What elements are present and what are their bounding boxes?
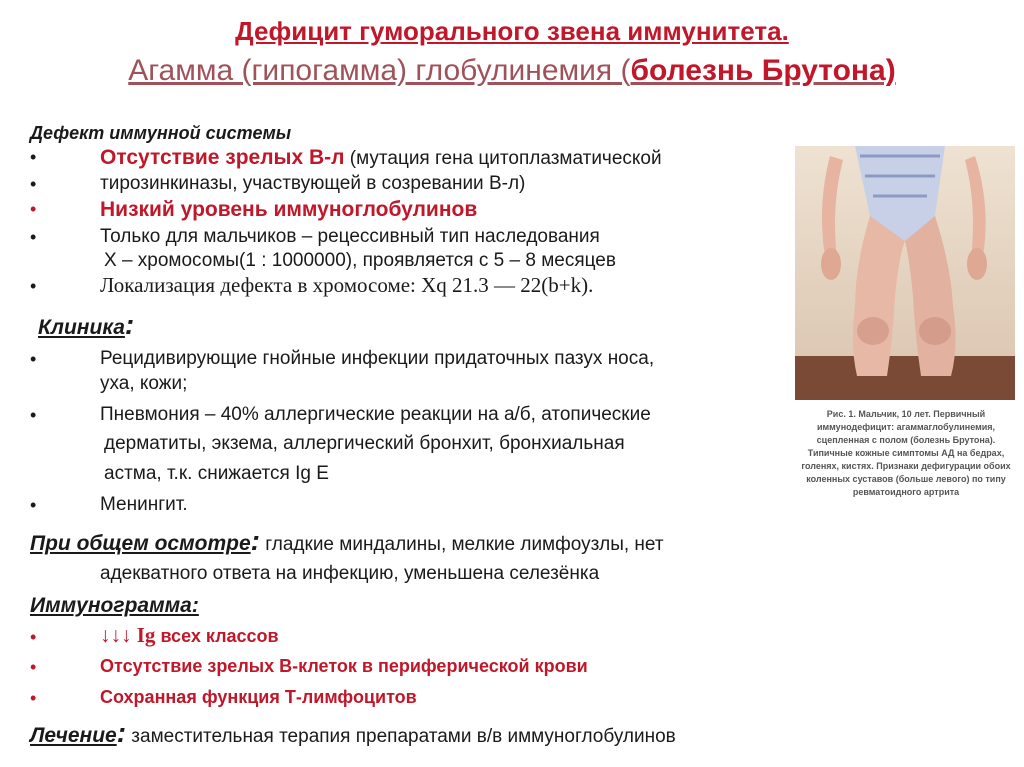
bullet: • bbox=[30, 688, 37, 708]
bullet: • bbox=[30, 657, 37, 677]
clinic-line: Менингит. bbox=[100, 494, 188, 515]
clinic-line: Рецидивирующие гнойные инфекции придаточных пазух носа, bbox=[100, 348, 655, 369]
page-subtitle bbox=[0, 54, 1024, 88]
defect-item: тирозинкиназы, участвующей в созревании В-л) bbox=[100, 173, 526, 194]
photo-caption: Рис. 1. Мальчик, 10 лет. Первичный иммунодефицит: агаммаглобулинемия, сцепленная с полом (болезнь Брутона). Типичные кожные симптомы АД на бедрах, голенях, кистях. Признаки дефигурации обоих коленных суставов (больше левого) по типу ревматоидного артрита bbox=[801, 409, 1011, 497]
exam-line bbox=[30, 525, 664, 557]
defect-item-bold: Отсутствие зрелых В-л bbox=[100, 146, 345, 169]
defect-item-bold: Низкий уровень иммуноглобулинов bbox=[100, 198, 478, 221]
defect-item-text: (мутация гена цитоплазматической bbox=[344, 148, 662, 169]
patient-legs-photo bbox=[795, 146, 1015, 400]
exam-colon: : bbox=[250, 525, 260, 556]
bullet: • bbox=[30, 349, 37, 369]
bullet: • bbox=[30, 227, 37, 247]
defect-heading: Дефект иммунной системы bbox=[30, 123, 292, 143]
immunogram-item: Сохранная функция Т-лимфоцитов bbox=[100, 687, 417, 707]
bullet: • bbox=[30, 199, 37, 219]
down-arrows-icon: ↓↓↓ Ig bbox=[100, 623, 156, 647]
bullet: • bbox=[30, 174, 37, 194]
clinic-heading-text: Клиника bbox=[38, 316, 125, 339]
immunogram-item bbox=[100, 623, 279, 648]
treatment-text: заместительная терапия препаратами в/в иммуноглобулинов bbox=[126, 726, 676, 747]
bullet: • bbox=[30, 276, 37, 296]
treatment-heading: Лечение bbox=[30, 724, 117, 747]
defect-item: Х – хромосомы(1 : 1000000), проявляется с 5 – 8 месяцев bbox=[104, 250, 616, 271]
page-title: Дефицит гуморального звена иммунитета. bbox=[235, 16, 789, 46]
clinic-line: Пневмония – 40% аллергические реакции на а/б, атопические bbox=[100, 404, 651, 425]
clinic-line: уха, кожи; bbox=[100, 373, 188, 394]
treatment-line bbox=[30, 717, 676, 749]
clinic-line: дерматиты, экзема, аллергический бронхит, бронхиальная bbox=[104, 433, 625, 454]
bullet: • bbox=[30, 405, 37, 425]
subtitle-bold: болезнь Брутона) bbox=[630, 54, 896, 87]
exam-text: адекватного ответа на инфекцию, уменьшена селезёнка bbox=[100, 563, 600, 584]
bullet: • bbox=[30, 627, 37, 647]
clinic-heading bbox=[38, 309, 135, 340]
clinic-line: астма, т.к. снижается Ig E bbox=[104, 463, 329, 484]
treatment-colon: : bbox=[116, 717, 127, 748]
immunogram-text: всех классов bbox=[155, 626, 279, 646]
immunogram-item: Отсутствие зрелых В-клеток в периферической крови bbox=[100, 656, 588, 676]
exam-heading: При общем осмотре bbox=[30, 532, 251, 555]
bullet: • bbox=[30, 147, 37, 167]
patient-legs-icon bbox=[795, 146, 1015, 400]
defect-item bbox=[100, 146, 662, 171]
clinic-colon: : bbox=[124, 309, 135, 340]
subtitle-part: Агамма (гипогамма) глобулинемия ( bbox=[128, 54, 631, 87]
exam-text: гладкие миндалины, мелкие лимфоузлы, нет bbox=[259, 534, 664, 555]
defect-item: Локализация дефекта в хромосоме: Xq 21.3 — 22(b+k). bbox=[100, 273, 594, 297]
bullet: • bbox=[30, 495, 37, 515]
defect-item: Только для мальчиков – рецессивный тип наследования bbox=[100, 226, 600, 247]
immunogram-heading: Иммунограмма: bbox=[30, 594, 199, 617]
